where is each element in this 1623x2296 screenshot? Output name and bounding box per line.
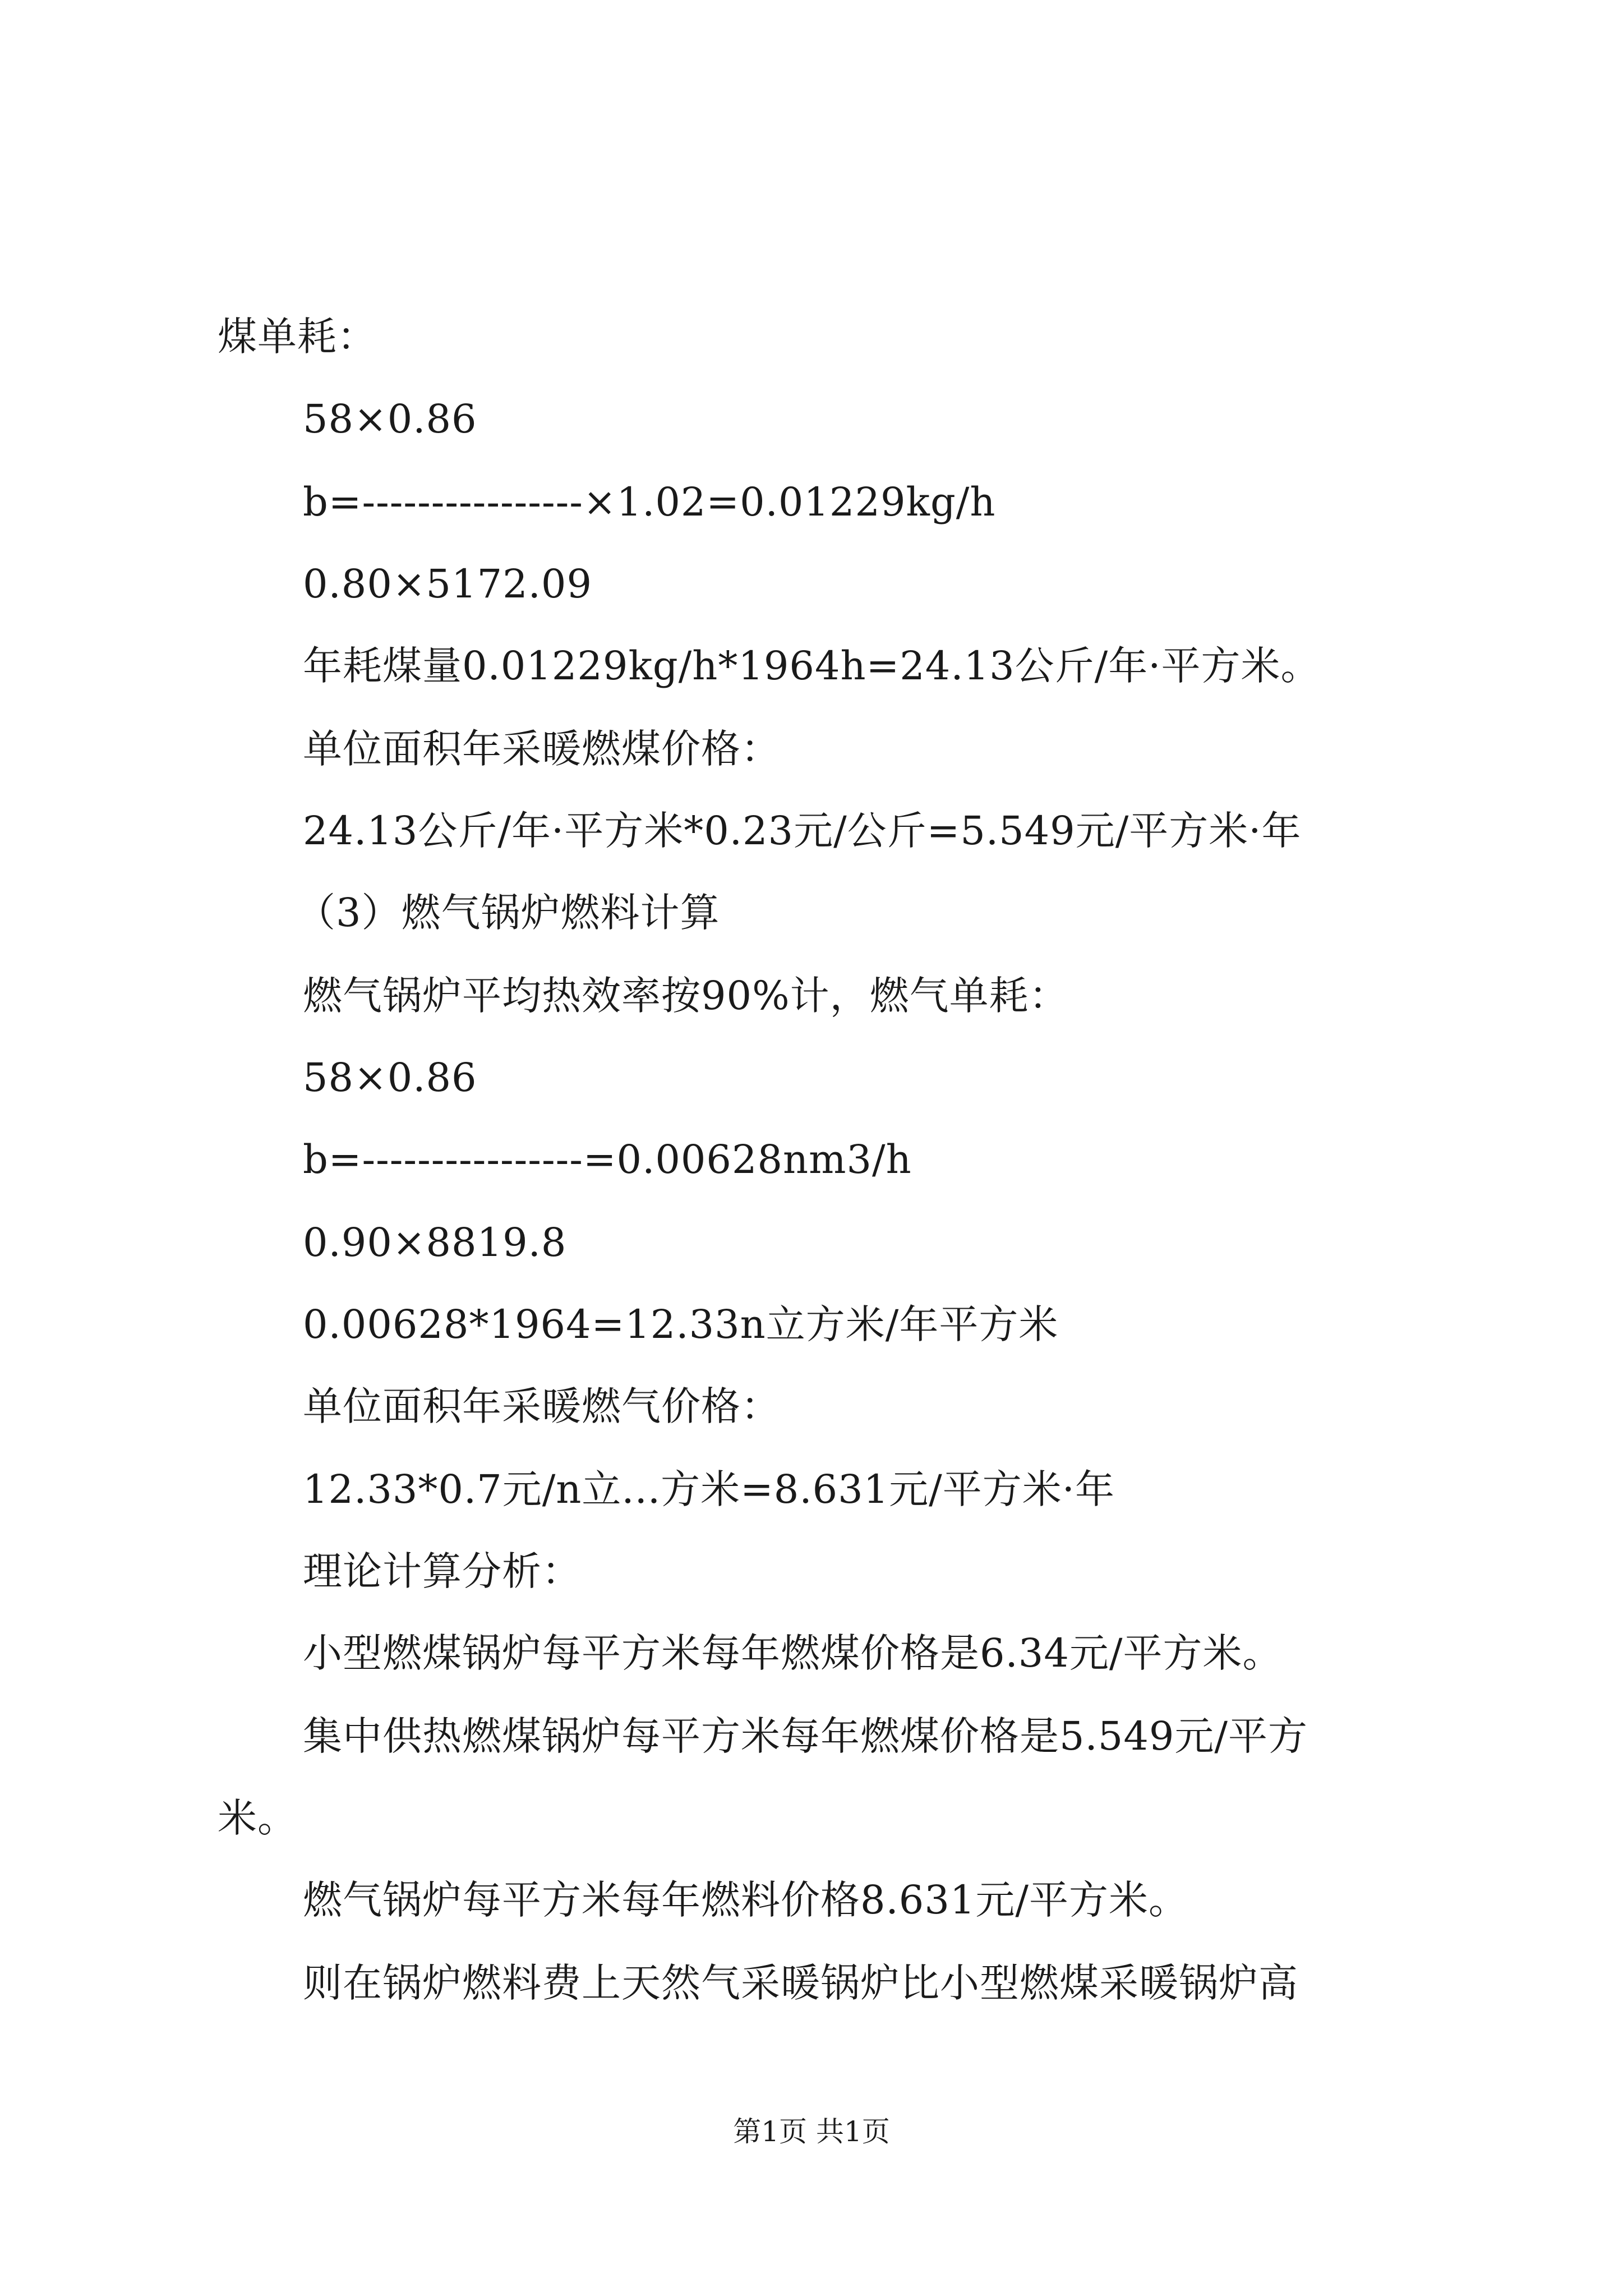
text-line: 年耗煤量0.01229kg/h*1964h=24.13公斤/年·平方米。: [303, 643, 1321, 689]
section-heading: （3）燃气锅炉燃料计算: [296, 890, 720, 936]
formula-numerator: 58×0.86: [303, 396, 477, 442]
text-line: 则在锅炉燃料费上天然气采暖锅炉比小型燃煤采暖锅炉高: [303, 1960, 1298, 2006]
formula-line: b=----------------=0.00628nm3/h: [303, 1137, 912, 1182]
formula-line: b=----------------×1.02=0.01229kg/h: [303, 479, 996, 525]
text-line: 煤单耗：: [218, 314, 377, 360]
text-line: 集中供热燃煤锅炉每平方米每年燃煤价格是5.549元/平方: [303, 1713, 1308, 1759]
text-line: 0.00628*1964=12.33n立方米/年平方米: [303, 1301, 1059, 1347]
text-line: 单位面积年采暖燃煤价格：: [303, 726, 781, 772]
formula-denominator: 0.80×5172.09: [303, 561, 592, 607]
text-line: 24.13公斤/年·平方米*0.23元/公斤=5.549元/平方米·年: [303, 808, 1302, 854]
text-line: 燃气锅炉平均热效率按90%计，燃气单耗：: [303, 973, 1069, 1019]
text-line: 米。: [218, 1795, 297, 1841]
page-footer: 第1页 共1页: [733, 2115, 890, 2148]
text-line: 12.33*0.7元/n立...方米=8.631元/平方米·年: [303, 1466, 1115, 1512]
text-line: 理论计算分析：: [303, 1548, 582, 1594]
formula-denominator: 0.90×8819.8: [303, 1220, 567, 1266]
text-line: 单位面积年采暖燃气价格：: [303, 1383, 781, 1429]
formula-numerator: 58×0.86: [303, 1055, 477, 1101]
text-line: 燃气锅炉每平方米每年燃料价格8.631元/平方米。: [303, 1877, 1188, 1923]
text-line: 小型燃煤锅炉每平方米每年燃煤价格是6.34元/平方米。: [303, 1630, 1283, 1676]
